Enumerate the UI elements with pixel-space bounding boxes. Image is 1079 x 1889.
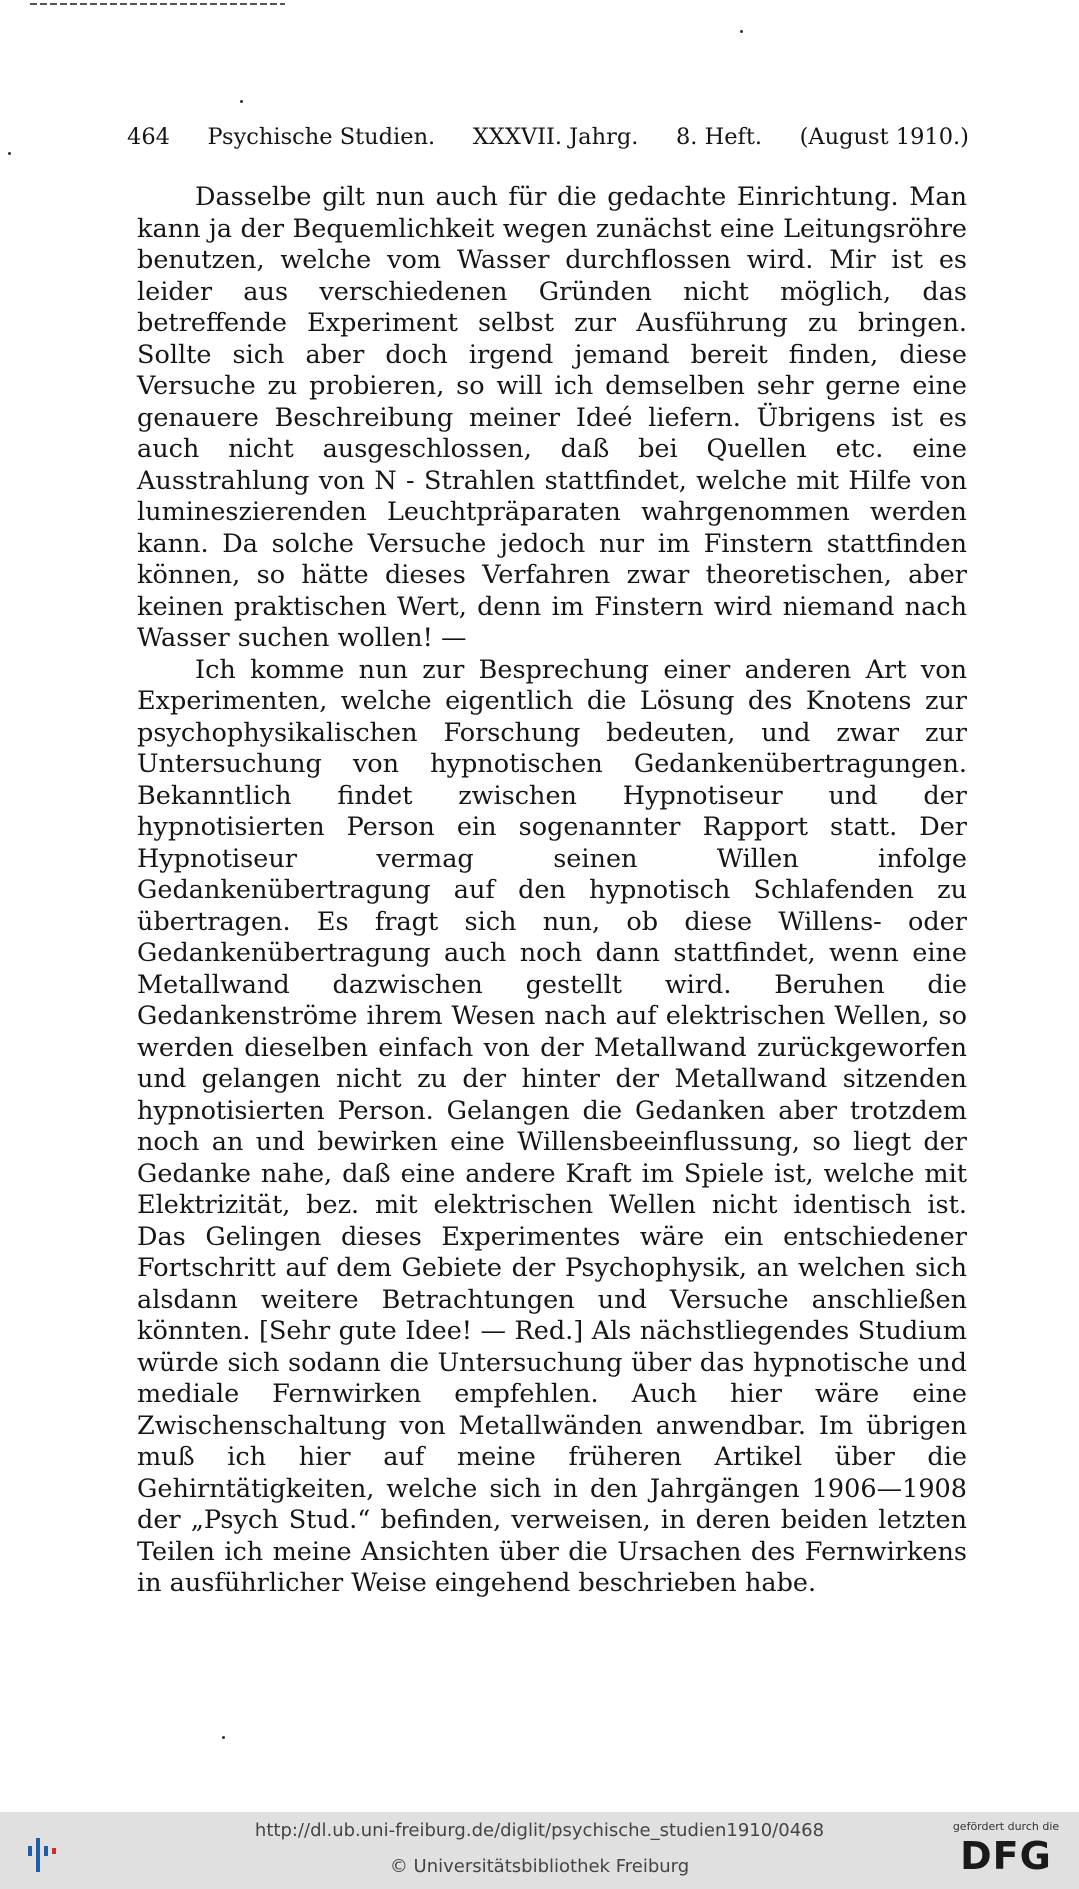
footer-bar [0, 1812, 1079, 1889]
volume-label: XXXVII. Jahrg. [472, 124, 639, 150]
scan-speck [222, 1736, 225, 1739]
running-header [127, 124, 969, 158]
paragraph: Ich komme nun zur Besprechung einer anderen Art von Experimenten, welche eigentlich die Lösung des Knotens zur psychophysikalischen Forschung bedeuten, und zwar zur Untersuchung von hypnotischen Gedankenübertragungen. Bekanntlich findet zwischen Hypnotiseur und der hypnotisierten Person ein sogenannter Rapport statt. Der Hypnotiseur vermag seinen Willen infolge Gedankenübertragung auf den hypnotisch Schlafenden zu übertragen. Es fragt sich nun, ob diese Willens- oder Gedankenübertragung auch noch dann stattfindet, wenn eine Metallwand dazwischen gestellt wird. Beruhen die Gedankenströme ihrem Wesen nach auf elektrischen Wellen, so werden dieselben einfach von der Metallwand zurückgeworfen und gelangen nicht zu der hinter der Metallwand sitzenden hypnotisierten Person. Gelangen die Gedanken aber trotzdem noch an und bewirken eine Willensbeeinflussung, so liegt der Gedanke nahe, daß eine andere Kraft im Spiele ist, welche mit Elektrizität, bez. mit elektrischen Wellen nicht identisch ist. Das Gelingen dieses Experimentes wäre ein entschiedener Fortschritt auf dem Gebiete der Psychophysik, an welchen sich alsdann weitere Betrachtungen und Versuche anschließen könnten. [Sehr gute Idee! — Red.] Als nächstliegendes Studium würde sich sodann die Untersuchung über das hypnotische und mediale Fernwirken empfehlen. Auch hier wäre eine Zwischenschaltung von Metallwänden anwendbar. Im übrigen muß ich hier auf meine früheren Artikel über die Gehirntätigkeiten, welche sich in den Jahrgängen 1906—1908 der „Psych Stud.“ befinden, verweisen, in deren beiden letzten Teilen ich meine Ansichten über die Ursachen des Fernwirkens in ausführlicher Weise eingehend beschrieben habe. [137, 654, 967, 1598]
scan-speck [740, 30, 743, 33]
page-number: 464 [127, 124, 170, 150]
issue-date: (August 1910.) [799, 124, 969, 150]
dfg-block [947, 1820, 1065, 1879]
dfg-logo: DFG [960, 1834, 1052, 1878]
article-body [137, 182, 967, 1600]
issue-label: 8. Heft. [675, 124, 763, 150]
journal-title: Psychische Studien. [207, 124, 436, 150]
scan-speck [240, 100, 243, 103]
scan-top-rule [30, 3, 285, 5]
dfg-note: gefördert durch die [952, 1820, 1060, 1833]
paragraph: Dasselbe gilt nun auch für die gedachte Einrichtung. Man kann ja der Bequemlichkeit wegen zunächst eine Leitungsröhre benutzen, welche vom Wasser durchflossen wird. Mir ist es leider aus verschiedenen Gründen nicht möglich, das betreffende Experiment selbst zur Ausführung zu bringen. Sollte sich aber doch irgend jemand bereit finden, diese Versuche zu probieren, so will ich demselben sehr gerne eine genauere Beschreibung meiner Ideé liefern. Übrigens ist es auch nicht ausgeschlossen, daß bei Quellen etc. eine Ausstrahlung von N - Strahlen stattfindet, welche mit Hilfe von lumineszierenden Leuchtpräparaten wahrgenommen werden kann. Da solche Versuche jedoch nur im Finstern stattfinden können, so hätte dieses Verfahren zwar theoretischen, aber keinen praktischen Wert, denn im Finstern wird niemand nach Wasser suchen wollen! — [137, 182, 967, 653]
footer-url-link[interactable]: http://dl.ub.uni-freiburg.de/diglit/psychische_studien1910/0468 [254, 1820, 825, 1841]
scan-speck [8, 152, 11, 155]
footer-copyright: © Universitätsbibliothek Freiburg [389, 1856, 690, 1877]
